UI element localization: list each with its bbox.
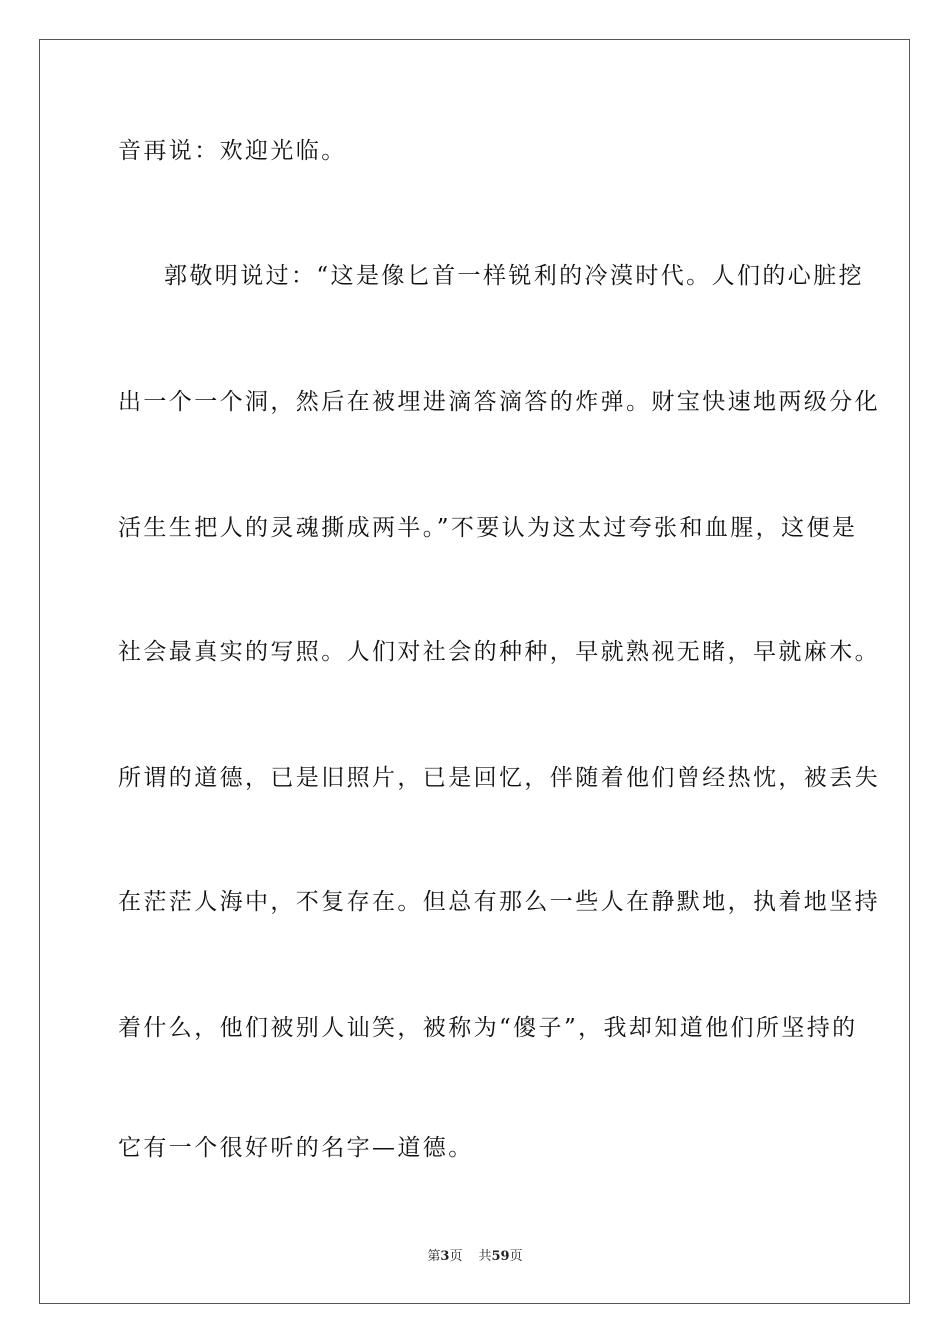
text-line-2: 郭敬明说过：“这是像匕首一样锐利的冷漠时代。人们的心脏挖 bbox=[164, 263, 864, 289]
text-line-6: 所谓的道德，已是旧照片，已是回忆，伴随着他们曾经热忱，被丢失 bbox=[118, 765, 880, 791]
total-pages: 59 bbox=[491, 1249, 510, 1264]
text-line-5: 社会最真实的写照。人们对社会的种种，早就熟视无睹，早就麻木。 bbox=[118, 639, 880, 665]
page-suffix: 页 bbox=[449, 1249, 463, 1264]
page-footer bbox=[0, 1248, 950, 1266]
total-suffix: 页 bbox=[509, 1249, 523, 1264]
text-line-3: 出一个一个洞，然后在被埋进滴答滴答的炸弹。财宝快速地两级分化 bbox=[118, 389, 880, 415]
page-number: 3 bbox=[440, 1249, 450, 1264]
text-line-1: 音再说：欢迎光临。 bbox=[118, 138, 347, 164]
text-line-8: 着什么，他们被别人讪笑，被称为“傻子”，我却知道他们所坚持的 bbox=[118, 1015, 858, 1041]
text-line-7: 在茫茫人海中，不复存在。但总有那么一些人在静默地，执着地坚持 bbox=[118, 889, 880, 915]
page-prefix: 第 bbox=[427, 1249, 441, 1264]
page-border bbox=[39, 39, 910, 1304]
text-line-9: 它有一个很好听的名字—道德。 bbox=[118, 1135, 474, 1161]
text-line-4: 活生生把人的灵魂撕成两半。”不要认为这太过夸张和血腥，这便是 bbox=[118, 515, 858, 541]
total-prefix: 共 bbox=[478, 1249, 492, 1264]
